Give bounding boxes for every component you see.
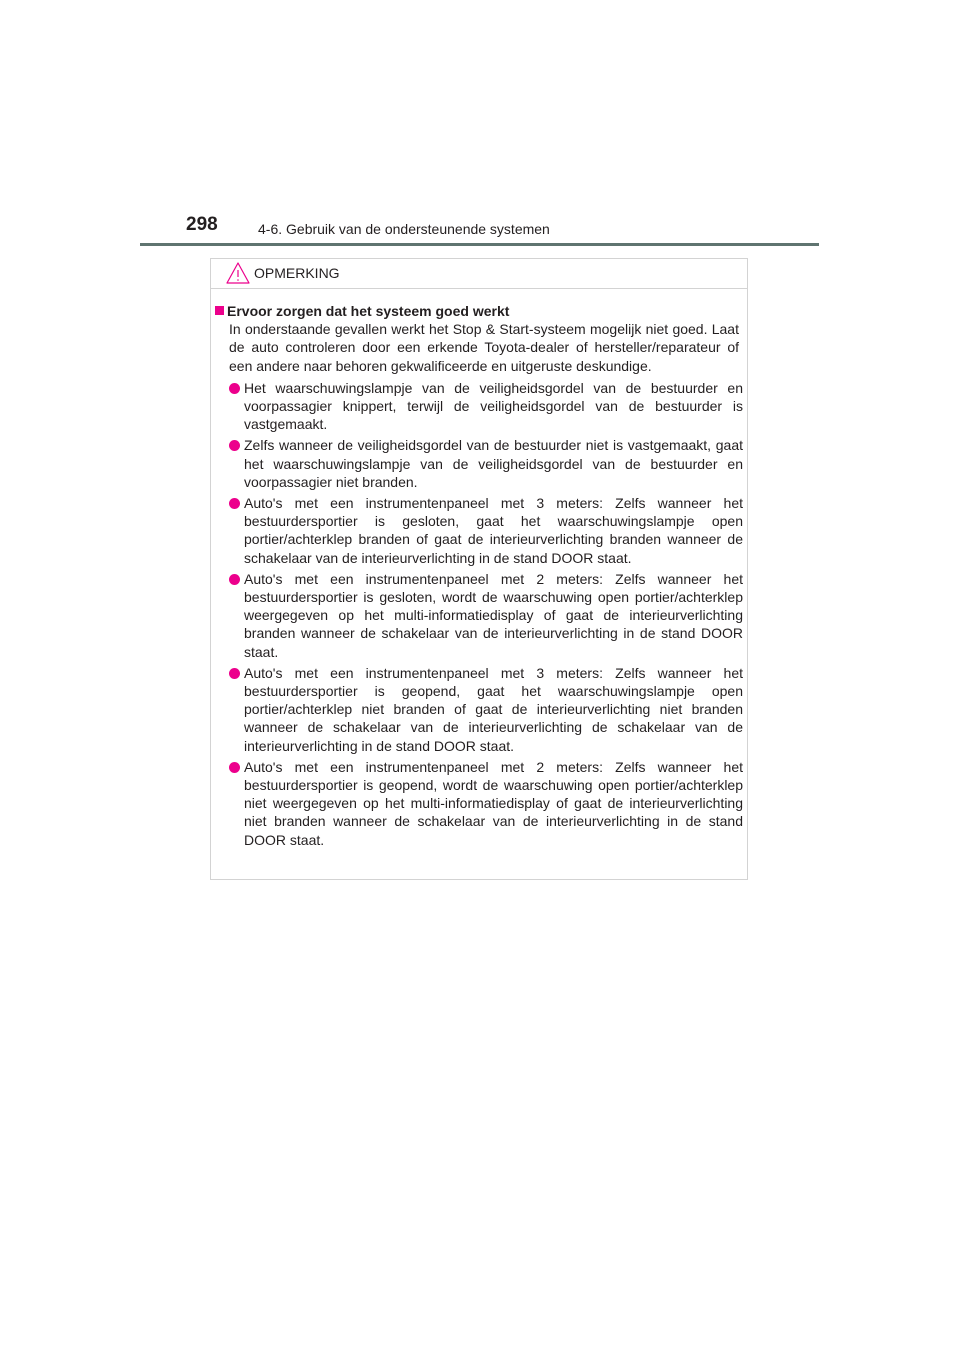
notice-header — [211, 259, 747, 289]
subsection-heading — [215, 302, 743, 320]
round-bullet-icon — [229, 668, 240, 679]
list-item-text: Auto's met een instrumentenpaneel met 3 meters: Zelfs wanneer het bestuurdersportier is gesloten, gaat het waarschuwingslampje open portier/achterklep branden of gaat de interieurverlichting branden wanneer de schakelaar van de interieurverlichting in de stand DOOR staat. — [244, 495, 743, 566]
list-item-text: Zelfs wanneer de veiligheidsgordel van de bestuurder niet is vastgemaakt, gaat het waarschuwingslampje van de veiligheidsgordel van de bestuurder en voorpassagier niet branden. — [244, 437, 743, 490]
list-item — [215, 436, 743, 491]
bullet-list — [215, 379, 743, 849]
list-item — [215, 379, 743, 434]
subsection-title: Ervoor zorgen dat het systeem goed werkt — [227, 303, 510, 319]
list-item — [215, 758, 743, 849]
list-item-text: Auto's met een instrumentenpaneel met 2 meters: Zelfs wanneer het bestuurdersportier is geopend, wordt de waarschuwing open portier/achterklep niet weergegeven op het multi-informatiedisplay of gaat de interieurverlichting niet branden wanneer de schakelaar van de interieurverlichting in de stand DOOR staat. — [244, 758, 743, 848]
notice-label: OPMERKING — [254, 265, 340, 281]
list-item-text: Auto's met een instrumentenpaneel met 2 meters: Zelfs wanneer het bestuurdersportier is gesloten, wordt de waarschuwing open portier/achterklep weergegeven op het multi-informatiedisplay of gaat de interieurverlichting branden wanneer de schakelaar van de interieurverlichting in de stand DOOR staat. — [244, 570, 743, 660]
square-bullet-icon — [215, 306, 224, 315]
list-item — [215, 664, 743, 755]
intro-paragraph: In onderstaande gevallen werkt het Stop & Start-systeem mogelijk niet goed. Laat de auto controleren door een erkende Toyota-dealer of hersteller/reparateur of een andere naar behoren gekwalificeerde en uitgeruste deskundige. — [229, 321, 739, 374]
section-title: 4-6. Gebruik van de ondersteunende systemen — [258, 221, 550, 237]
round-bullet-icon — [229, 574, 240, 585]
notice-body — [215, 302, 743, 852]
list-item — [215, 570, 743, 661]
warning-triangle-icon — [225, 261, 251, 285]
round-bullet-icon — [229, 383, 240, 394]
header-rule — [140, 243, 819, 246]
round-bullet-icon — [229, 498, 240, 509]
notice-box — [210, 258, 748, 880]
list-item-text: Het waarschuwingslampje van de veiligheidsgordel van de bestuurder en voorpassagier knippert, terwijl de veiligheidsgordel van de bestuurder is vastgemaakt. — [244, 379, 743, 433]
page-number: 298 — [186, 214, 218, 235]
round-bullet-icon — [229, 762, 240, 773]
round-bullet-icon — [229, 440, 240, 451]
list-item-text: Auto's met een instrumentenpaneel met 3 meters: Zelfs wanneer het bestuurdersportier is geopend, gaat het waarschuwingslampje open portier/achterklep niet branden of gaat de interieurverlichting niet branden wanneer de schakelaar van de interieurverlichting de schakelaar van de interieurverlichting in de stand DOOR staat. — [244, 664, 743, 754]
list-item — [215, 494, 743, 567]
